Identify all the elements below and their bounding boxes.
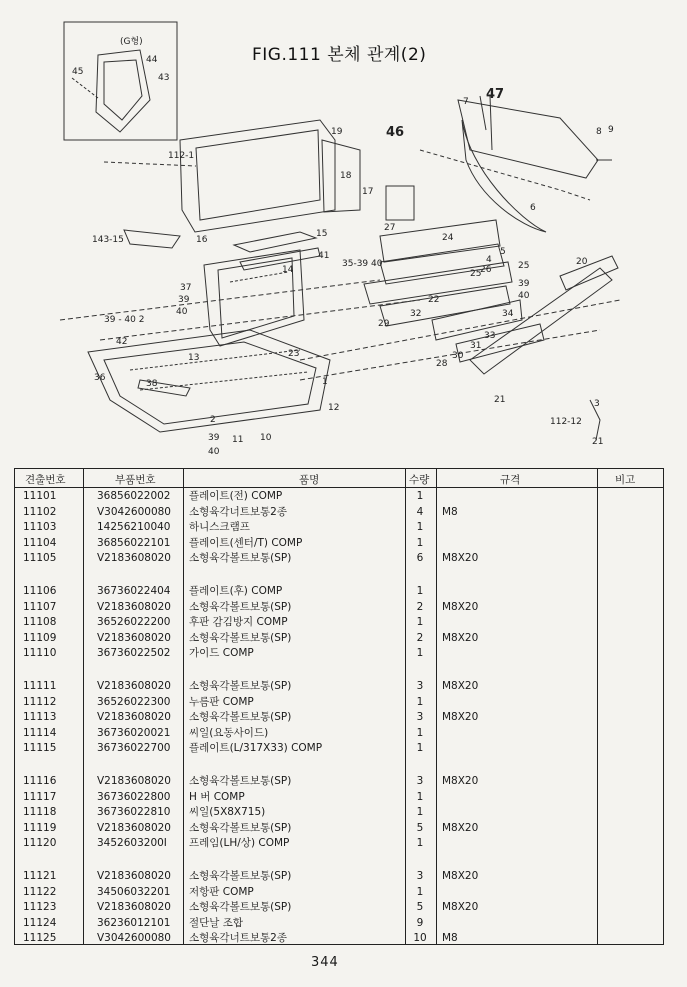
part-name: 소형육각볼트보통(SP) [189,821,292,834]
quantity: 1 [416,806,424,818]
part-name: 소형육각볼트보통(SP) [189,901,292,913]
part-number: V2183608020 [97,821,171,834]
svg-text:37: 37 [180,283,192,293]
svg-text:13: 13 [188,353,200,363]
part-number: 36856022101 [97,536,171,549]
part-name: 소형육각너트보통2종 [189,932,287,944]
table-row [15,615,663,629]
part-number: 14256210040 [97,521,171,533]
spec: M8X20 [442,711,479,723]
svg-text:29: 29 [378,319,390,329]
quantity: 6 [416,552,424,564]
table-header [15,469,663,488]
svg-text:45: 45 [72,67,84,77]
part-name: 소형육각볼트보통(SP) [189,552,292,564]
part-name: 소형육각볼트보통(SP) [189,600,292,613]
svg-text:12: 12 [328,403,340,413]
quantity: 3 [416,870,424,882]
part-number: 36236012101 [97,916,171,929]
svg-text:18: 18 [340,171,352,181]
part-name: 씨일(5X8X715) [189,806,266,818]
quantity: 5 [416,901,424,913]
svg-text:40: 40 [518,291,530,301]
part-number: 36736022700 [97,742,171,754]
table-row [15,916,663,930]
part-name: 누름판 COMP [189,695,254,708]
svg-text:25: 25 [518,261,530,271]
svg-text:40: 40 [208,447,220,457]
part-number: V2183608020 [97,680,171,692]
col-header-part-no: 부품번호 [115,474,156,486]
col-header-remarks: 비고 [615,474,636,486]
table-row [15,695,663,709]
svg-text:8: 8 [596,127,602,137]
svg-text:1: 1 [322,377,328,387]
svg-text:3: 3 [594,399,600,409]
spec: M8X20 [442,600,479,613]
table-row [15,631,663,645]
svg-text:40: 40 [176,307,188,317]
table-row [15,900,663,914]
col-header-name: 품명 [299,474,320,486]
svg-text:112-12: 112-12 [550,417,582,427]
ref-number: 11104 [23,536,57,549]
ref-number: 11117 [23,790,57,803]
spec: M8X20 [442,775,479,787]
svg-text:43: 43 [158,73,170,83]
ref-number: 11103 [23,521,57,533]
part-number: V3042600080 [97,932,171,944]
part-name: 프레임(LH/상) COMP [189,837,290,849]
svg-text:39 - 40 2: 39 - 40 2 [104,315,145,325]
quantity: 9 [416,916,424,929]
ref-number: 11110 [23,647,57,659]
ref-number: 11106 [23,585,57,597]
table-row [15,489,663,503]
spec: M8 [442,932,458,944]
table-row [15,600,663,614]
svg-text:44: 44 [146,55,158,65]
part-number: 34506032201 [97,885,171,898]
svg-text:28: 28 [436,359,448,369]
exploded-view-diagram [0,0,687,465]
spec: M8X20 [442,552,479,564]
svg-text:23: 23 [288,349,300,359]
col-header-qty: 수량 [409,474,430,486]
part-name: 플레이트(L/317X33) COMP [189,742,323,754]
part-name: H 버 COMP [189,790,245,803]
ref-number: 11122 [23,885,57,898]
table-row [15,646,663,660]
part-name: 후판 감김방지 COMP [189,616,288,628]
ref-number: 11107 [23,600,57,613]
ref-number: 11124 [23,916,57,929]
quantity: 1 [416,695,424,708]
part-number: 36736022404 [97,585,171,597]
spec: M8 [442,505,458,518]
part-number: V2183608020 [97,552,171,564]
svg-text:5: 5 [500,247,506,257]
part-number: V2183608020 [97,631,171,644]
svg-text:41: 41 [318,251,330,261]
table-row [15,790,663,804]
table-row [15,741,663,755]
quantity: 1 [416,837,424,849]
table-row [15,679,663,693]
part-number: V2183608020 [97,870,171,882]
part-name: 소형육각볼트보통(SP) [189,711,292,723]
ref-number: 11101 [23,490,57,502]
svg-text:24: 24 [442,233,454,243]
part-name: 소형육각볼트보통(SP) [189,680,292,692]
part-number: V2183608020 [97,600,171,613]
svg-text:25: 25 [470,269,482,279]
svg-text:47: 47 [486,87,505,102]
inset-label: (G형) [120,37,143,47]
part-number: 36856022002 [97,490,171,502]
col-header-ref-no: 견출번호 [25,474,66,486]
svg-text:10: 10 [260,433,272,443]
part-name: 씨일(요동사이드) [189,726,269,739]
part-name: 가이드 COMP [189,647,254,659]
part-name: 저항판 COMP [189,885,254,898]
ref-number: 11115 [23,742,57,754]
table-row [15,551,663,565]
part-number: 36736022810 [97,806,171,818]
parts-table [14,468,664,945]
quantity: 10 [413,932,427,944]
table-row [15,885,663,899]
table-row [15,536,663,550]
ref-number: 11108 [23,616,57,628]
svg-text:42: 42 [116,337,128,347]
svg-text:38: 38 [146,379,158,389]
part-number: 3452603200I [97,837,167,849]
table-row [15,805,663,819]
ref-number: 11125 [23,932,57,944]
svg-text:19: 19 [331,127,343,137]
quantity: 4 [416,505,424,518]
quantity: 3 [416,680,424,692]
ref-number: 11102 [23,505,57,518]
svg-text:9: 9 [608,125,614,135]
part-number: 36736022502 [97,647,171,659]
table-row [15,836,663,850]
quantity: 3 [416,711,424,723]
svg-text:39: 39 [518,279,530,289]
spec: M8X20 [442,631,479,644]
ref-number: 11113 [23,711,57,723]
part-name: 플레이트(전) COMP [189,490,283,502]
svg-text:7: 7 [463,97,469,107]
quantity: 1 [416,647,424,659]
part-name: 소형육각볼트보통(SP) [189,631,292,644]
quantity: 1 [416,790,424,803]
quantity: 1 [416,536,424,549]
table-row [15,774,663,788]
svg-text:20: 20 [576,257,588,267]
spec: M8X20 [442,680,479,692]
svg-text:27: 27 [384,223,396,233]
svg-text:17: 17 [362,187,374,197]
spec: M8X20 [442,870,479,882]
spec: M8X20 [442,821,479,834]
quantity: 1 [416,585,424,597]
ref-number: 11121 [23,870,57,882]
figure-title: FIG.111 본체 관계(2) [252,45,427,65]
part-number: V2183608020 [97,775,171,787]
svg-text:32: 32 [410,309,422,319]
ref-number: 11119 [23,821,57,834]
svg-text:16: 16 [196,235,208,245]
quantity: 2 [416,600,424,613]
part-name: 절단날 조합 [189,916,244,929]
part-number: V3042600080 [97,505,171,518]
spec: M8X20 [442,901,479,913]
quantity: 3 [416,775,424,787]
svg-text:39: 39 [178,295,190,305]
quantity: 1 [416,616,424,628]
ref-number: 11116 [23,775,57,787]
quantity: 1 [416,885,424,898]
quantity: 2 [416,631,424,644]
svg-text:21: 21 [494,395,506,405]
table-row [15,869,663,883]
part-number: 36736020021 [97,726,171,739]
part-name: 하니스크램프 [189,521,250,533]
svg-text:39: 39 [208,433,220,443]
svg-text:2: 2 [210,415,216,425]
table-row [15,520,663,534]
svg-text:33: 33 [484,331,496,341]
table-row [15,584,663,598]
part-number: V2183608020 [97,711,171,723]
page-number: 344 [311,955,339,970]
ref-number: 11109 [23,631,57,644]
quantity: 1 [416,490,424,502]
ref-number: 11118 [23,806,57,818]
quantity: 1 [416,521,424,533]
quantity: 1 [416,726,424,739]
svg-text:11: 11 [232,435,244,445]
table-row [15,505,663,519]
svg-text:14: 14 [282,265,294,275]
col-header-spec: 규격 [500,474,521,486]
svg-text:30: 30 [452,351,464,361]
part-number: V2183608020 [97,901,171,913]
svg-text:112-1: 112-1 [168,151,195,161]
svg-text:31: 31 [470,341,482,351]
svg-text:26: 26 [480,265,492,275]
svg-text:21: 21 [592,437,604,447]
table-row [15,710,663,724]
part-name: 소형육각볼트보통(SP) [189,775,292,787]
table-row [15,726,663,740]
table-row [15,821,663,835]
quantity: 1 [416,742,424,754]
svg-text:4: 4 [486,255,492,265]
table-row [15,931,663,945]
svg-text:36: 36 [94,373,106,383]
ref-number: 11123 [23,901,57,913]
part-number: 36526022300 [97,695,171,708]
svg-text:143-15: 143-15 [92,235,124,245]
part-number: 36736022800 [97,790,171,803]
svg-text:15: 15 [316,229,328,239]
part-name: 플레이트(센터/T) COMP [189,536,303,549]
ref-number: 11111 [23,680,57,692]
ref-number: 11114 [23,726,57,739]
svg-text:34: 34 [502,309,514,319]
part-name: 플레이트(후) COMP [189,585,283,597]
part-name: 소형육각볼트보통(SP) [189,870,292,882]
svg-text:35-39 40: 35-39 40 [342,259,383,269]
ref-number: 11112 [23,695,57,708]
part-number: 36526022200 [97,616,171,628]
part-name: 소형육각너트보통2종 [189,505,287,518]
quantity: 5 [416,821,424,834]
ref-number: 11105 [23,552,57,564]
svg-text:6: 6 [530,203,536,213]
ref-number: 11120 [23,837,57,849]
svg-text:46: 46 [386,125,405,140]
svg-text:22: 22 [428,295,440,305]
